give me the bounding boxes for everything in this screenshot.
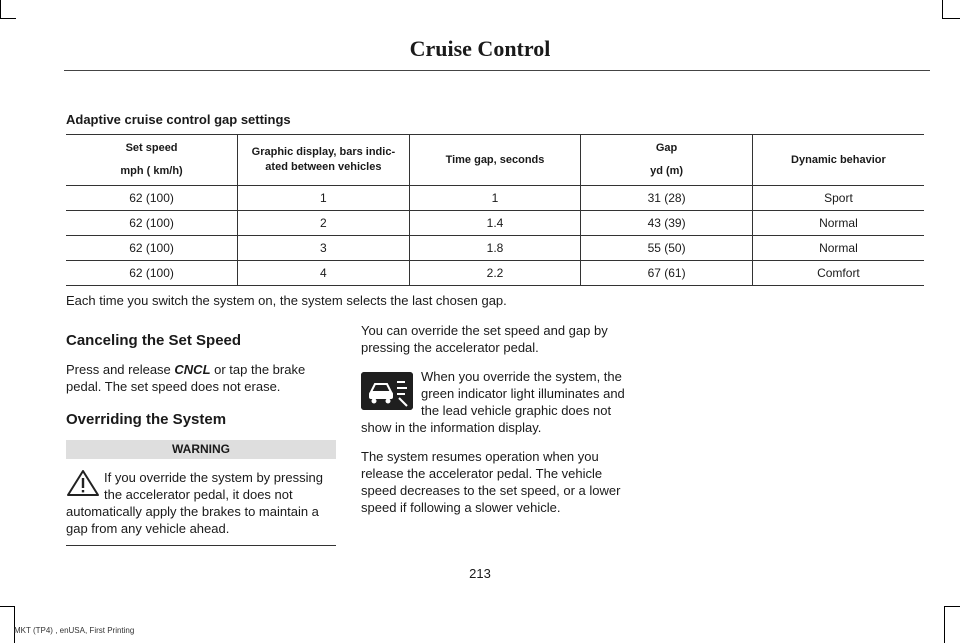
canceling-heading: Canceling the Set Speed xyxy=(66,332,242,349)
crop-mark xyxy=(14,606,15,643)
warning-box xyxy=(66,469,336,546)
table-cell: 62 (100) xyxy=(66,236,238,261)
override-indicator-block xyxy=(361,368,633,436)
table-row xyxy=(66,211,924,236)
table-cell: Comfort xyxy=(752,261,924,286)
table-cell: Sport xyxy=(752,186,924,211)
table-cell: Normal xyxy=(752,236,924,261)
canceling-text: Press and release CNCL or tap the brake pedal. The set speed does not erase. xyxy=(66,362,306,394)
header-time-gap: Time gap, seconds xyxy=(409,135,581,186)
override-intro: You can override the set speed and gap by pressing the accelerator pedal. xyxy=(361,323,608,355)
table-cell: 62 (100) xyxy=(66,211,238,236)
table-cell: 62 (100) xyxy=(66,261,238,286)
crop-mark xyxy=(944,606,945,643)
header-gap: Gap yd (m) xyxy=(581,135,753,186)
table-cell: 1 xyxy=(409,186,581,211)
override-indicator-text: When you override the system, the green indicator light illuminates and the lead vehicle graphic does not show in the information display. xyxy=(361,369,625,435)
gap-note: Each time you switch the system on, the system selects the last chosen gap. xyxy=(66,293,507,308)
page-number: 213 xyxy=(469,566,491,581)
table-cell: 2 xyxy=(238,211,410,236)
adaptive-cruise-indicator-icon xyxy=(361,372,413,410)
resume-text: The system resumes operation when you release the accelerator pedal. The vehicle speed decreases to the set speed, or a lower speed if following a slower vehicle. xyxy=(361,449,621,515)
page-title: Cruise Control xyxy=(409,36,551,61)
table-cell: 2.2 xyxy=(409,261,581,286)
title-divider xyxy=(64,70,930,71)
crop-mark xyxy=(944,606,960,607)
header-set-speed: Set speed mph ( km/h) xyxy=(66,135,238,186)
table-cell: 62 (100) xyxy=(66,186,238,211)
document-info: MKT (TP4) , enUSA, First Printing xyxy=(14,626,135,635)
overriding-heading: Overriding the System xyxy=(66,411,227,428)
table-cell: 1.8 xyxy=(409,236,581,261)
table-cell: 1 xyxy=(238,186,410,211)
table-cell: 4 xyxy=(238,261,410,286)
table-cell: 1.4 xyxy=(409,211,581,236)
left-column xyxy=(66,332,336,546)
table-row xyxy=(66,261,924,286)
cncl-keyword: CNCL xyxy=(174,362,211,377)
table-title: Adaptive cruise control gap settings xyxy=(66,112,291,127)
table-cell: 67 (61) xyxy=(581,261,753,286)
table-cell: 55 (50) xyxy=(581,236,753,261)
table-header-row xyxy=(66,135,924,186)
table-cell: 31 (28) xyxy=(581,186,753,211)
middle-column xyxy=(361,322,633,528)
crop-mark xyxy=(942,0,943,18)
crop-mark xyxy=(0,0,1,18)
header-graphic-display: Graphic display, bars indic-ated between vehicles xyxy=(238,135,410,186)
gap-settings-table xyxy=(66,134,924,286)
table-row xyxy=(66,186,924,211)
table-cell: 3 xyxy=(238,236,410,261)
warning-text: If you override the system by pressing the accelerator pedal, it does not automatically apply the brakes to maintain a gap from any vehicle ahead. xyxy=(66,470,323,536)
warning-divider xyxy=(66,545,336,546)
table-cell: Normal xyxy=(752,211,924,236)
crop-mark xyxy=(0,18,16,19)
table-row xyxy=(66,236,924,261)
crop-mark xyxy=(0,606,14,607)
table-cell: 43 (39) xyxy=(581,211,753,236)
crop-mark xyxy=(942,18,960,19)
warning-triangle-icon xyxy=(66,469,100,497)
warning-label: WARNING xyxy=(66,440,336,459)
header-dynamic-behavior: Dynamic behavior xyxy=(752,135,924,186)
